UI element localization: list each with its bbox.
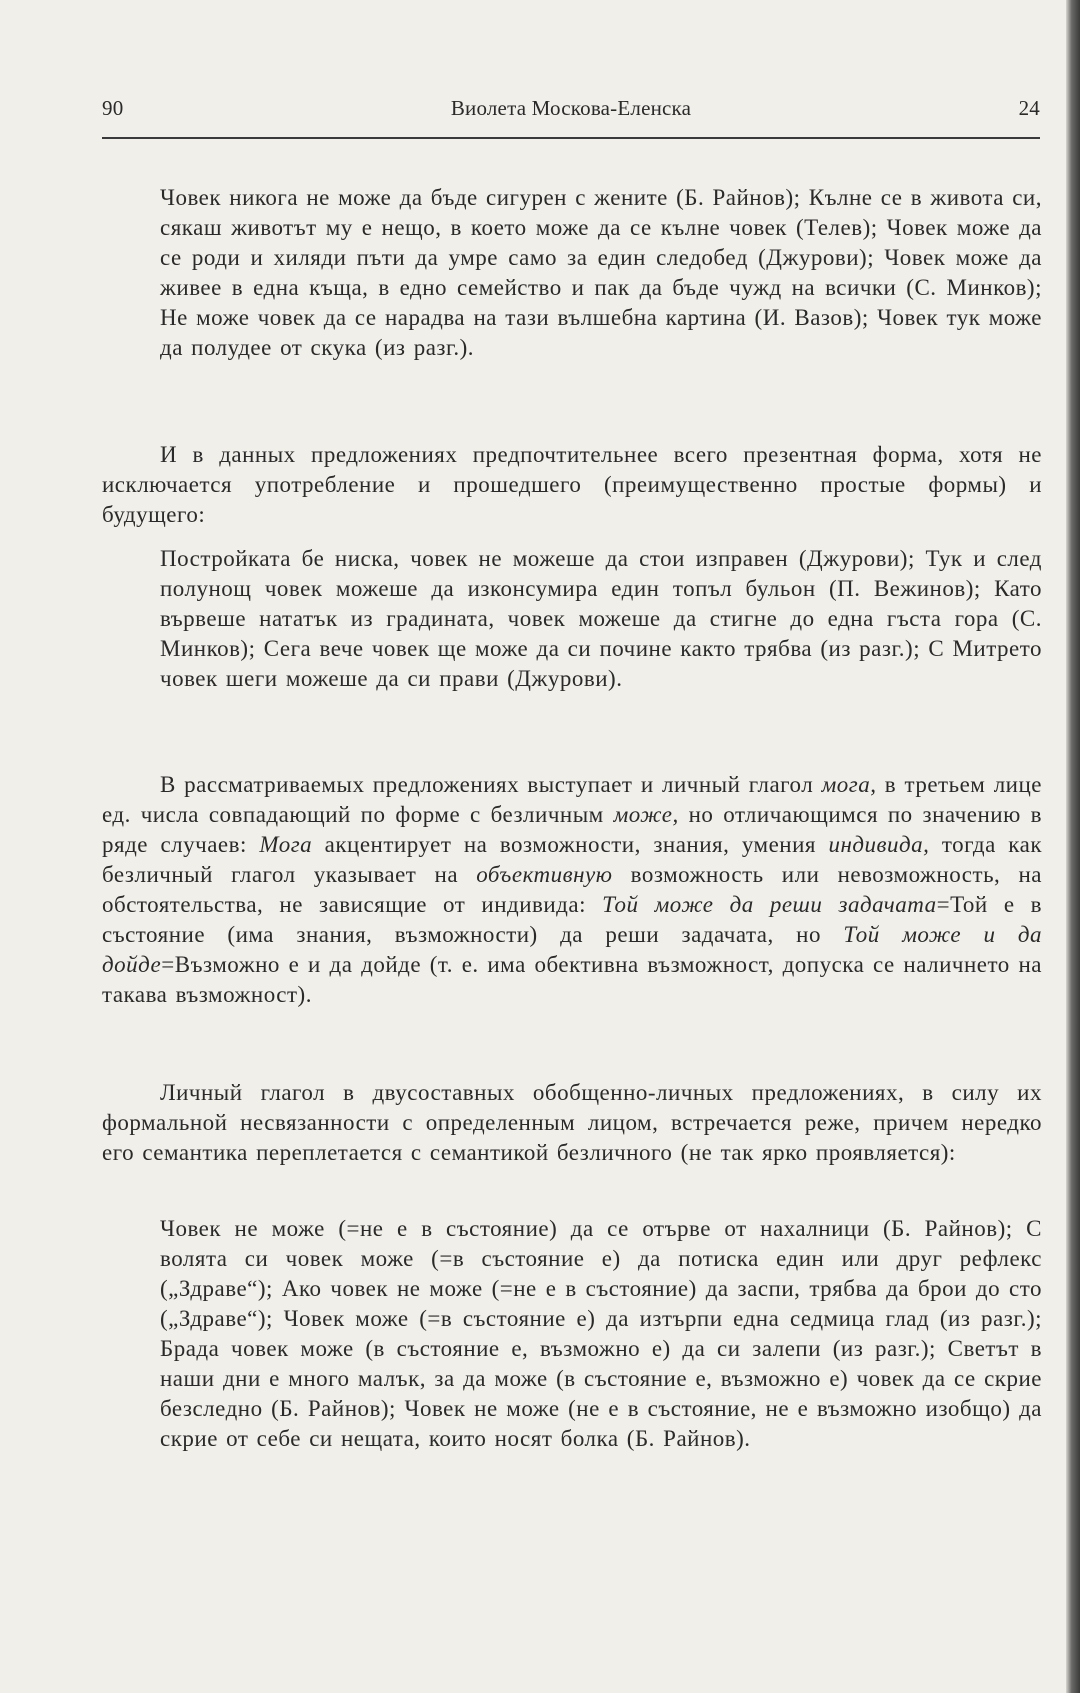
running-header [102, 96, 1040, 132]
header-rule [102, 137, 1040, 139]
p4-text-3: но отличающимся по значению в ряде случаев: [102, 802, 1043, 857]
p4-text-7: =Той е в състояние (има знания, възможности) да реши задачата, но [102, 892, 1042, 947]
p4-text-4: акцентирует на возможности, знания, умения [312, 832, 829, 857]
p4-italic-individa: индивида, [828, 832, 930, 857]
p4-italic-example-1: Той може да реши задачата [602, 892, 937, 917]
p4-text-6: возможность или невозможность, на обстоятельства, не зависящие от индивида: [102, 862, 1043, 917]
body-paragraph-2 [102, 770, 1042, 1010]
p4-text-5: тогда как безличный глагол указывает на [102, 832, 1043, 887]
running-title: Виолета Москова-Еленска [450, 96, 692, 120]
example-block-1: Човек никога не може да бъде сигурен с жените (Б. Райнов); Кълне се в живота си, сякаш животът му е нещо, в което може да се кълне човек (Телев); Човек може да се роди и хиляди пъти да умре само за един следобед (Джурови); Човек може да живее в една къща, в едно семейство и пак да бъде чужд на всички (С. Минков); Не може човек да се нарадва на тази вълшебна картина (И. Вазов); Човек тук може да полудее от скука (из разг.). [160, 185, 1042, 360]
p4-italic-objektivnuyu: объективную [476, 862, 613, 887]
p4-italic-example-2: Той може и да дойде [102, 922, 1042, 977]
p4-text-2: в третьем лице ед. числа совпадающий по форме с безличным [102, 772, 1042, 827]
p4-italic-moje: може, [613, 802, 679, 827]
page-number: 90 [102, 96, 124, 120]
body-paragraph-1: И в данных предложениях предпочтительнее всего презентная форма, хотя не исключается употребление и прошедшего (преимущественно простые формы) и будущего: [102, 442, 1042, 527]
page-edge-shadow [1066, 0, 1080, 1693]
p4-text-8: =Възможно е и да дойде (т. е. има обективна възможност, допуска се наличнето на такава възможност). [102, 952, 1042, 1007]
p4-italic-moga-2: Мога [259, 832, 313, 857]
example-block-2: Постройката бе ниска, човек не можеше да стои изправен (Джурови); Тук и след полунощ човек можеше да изконсумира един топъл бульон (П. Вежинов); Като вървеше нататък из градината, човек можеше да стигне до една гъста гора (С. Минков); Сега вече човек ще може да си почине както трябва (из разг.); С Митрето човек шеги можеше да си прави (Джурови). [160, 546, 1042, 691]
example-block-3: Човек не може (=не е в състояние) да се отърве от нахалници (Б. Райнов); С волята си човек може (=в състояние е) да потиска един или друг рефлекс („Здраве“); Ако човек не може (=не е в състояние) да заспи, трябва да брои до сто („Здраве“); Човек може (=в състояние е) да изтърпи една седмица глад (из разг.); Брада човек може (в състояние е, възможно е) да си залепи (из разг.); Светът в наши дни е много малък, за да може (в състояние е, възможно е) човек да се скрие безследно (Б. Райнов); Човек не може (не е в състояние, не е възможно изобщо) да скрие от себе си нещата, които носят болка (Б. Райнов). [160, 1216, 1042, 1451]
issue-number: 24 [1018, 96, 1040, 120]
body-paragraph-3: Личный глагол в двусоставных обобщенно-личных предложениях, в силу их формальной несвязанности с определенным лицом, встречается реже, причем нередко его семантика переплетается с семантикой безличного (не так ярко проявляется): [102, 1080, 1042, 1165]
p4-italic-moga: мога, [821, 772, 877, 797]
p4-text-1: В рассматриваемых предложениях выступает и личный глагол [160, 772, 822, 797]
